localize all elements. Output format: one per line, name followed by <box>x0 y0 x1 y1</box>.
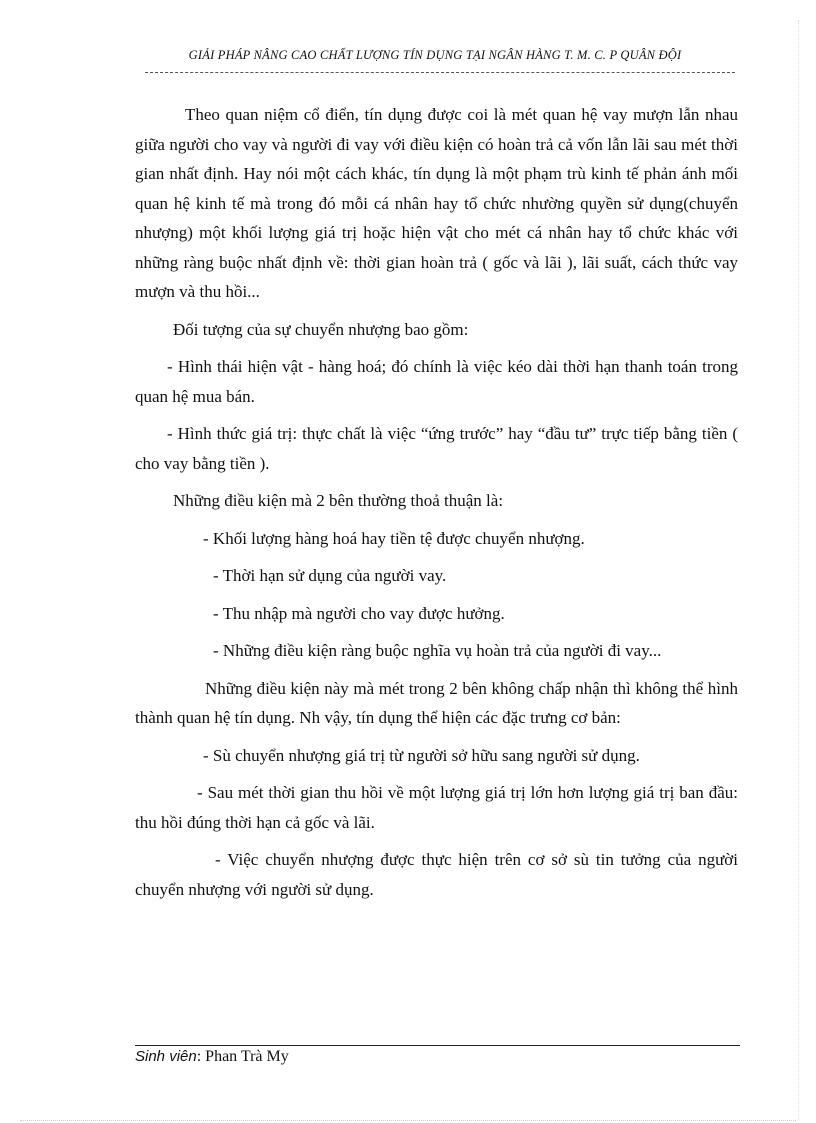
list-item-characteristic-trust: - Việc chuyển nhượng được thực hiện trên cơ sở sù tin tưởng của người chuyển nhượng với người sử dụng. <box>135 850 738 899</box>
list-item-material-form: - Hình thái hiện vật - hàng hoá; đó chính là việc kéo dài thời hạn thanh toán trong quan hệ mua bán. <box>135 357 738 406</box>
list-item-condition-obligation: - Những điều kiện ràng buộc nghĩa vụ hoàn trả của người đi vay... <box>213 641 662 660</box>
list-item-characteristic-transfer: - Sù chuyển nhượng giá trị từ người sở hữu sang người sử dụng. <box>203 745 640 765</box>
page-header-title: GIẢI PHÁP NÂNG CAO CHẤT LƯỢNG TÍN DỤNG TẠI NGÂN HÀNG T. M. C. P QUÂN ĐỘI <box>188 48 682 62</box>
page-bottom-edge <box>20 1120 796 1121</box>
paragraph-conditions-intro: Những điều kiện mà 2 bên thường thoả thuận là: <box>173 491 504 510</box>
footer-separator: : <box>196 1048 202 1065</box>
document-body <box>135 100 738 904</box>
footer-student-name: Phan Trà My <box>205 1048 289 1065</box>
paragraph-transfer-objects: Đối tượng của sự chuyển nhượng bao gồm: <box>173 319 469 339</box>
paragraph-credit-definition: Theo quan niệm cổ điển, tín dụng được coi là mét quan hệ vay mượn lẫn nhau giữa người cho vay và người đi vay với điều kiện có hoàn trả cả vốn lẫn lãi sau mét thời gian nhất định. Hay nói một cách khác, tín dụng là một phạm trù kinh tế phản ánh mối quan hệ kinh tế mà trong đó mỗi cá nhân hay tổ chức nhường quyền sử dụng(chuyển nhượng) một khối lượng giá trị hoặc hiện vật cho mét cá nhân hay tổ chức khác với những ràng buộc nhất định về: thời gian hoàn trả ( gốc và lãi ), lãi suất, cách thức vay mượn và thu hồi... <box>135 105 738 301</box>
footer-divider <box>135 1045 740 1046</box>
list-item-condition-income: - Thu nhập mà người cho vay được hưởng. <box>213 603 505 623</box>
list-item-condition-term: - Thời hạn sử dụng của người vay. <box>213 566 447 585</box>
page-right-edge <box>798 20 799 1120</box>
footer-student <box>135 1048 289 1066</box>
paragraph-credit-characteristics: Những điều kiện này mà mét trong 2 bên không chấp nhận thì không thể hình thành quan hệ tín dụng. Nh vậy, tín dụng thể hiện các đặc trưng cơ bản: <box>135 678 738 727</box>
list-item-value-form: - Hình thức giá trị: thực chất là việc “ứng trước” hay “đầu tư” trực tiếp bằng tiền ( cho vay bằng tiền ). <box>135 424 738 473</box>
footer-label: Sinh viên <box>135 1048 197 1065</box>
list-item-condition-volume: - Khối lượng hàng hoá hay tiền tệ được chuyển nhượng. <box>203 528 585 548</box>
header-divider <box>145 72 735 73</box>
list-item-characteristic-recovery: - Sau mét thời gian thu hồi về một lượng giá trị lớn hơn lượng giá trị ban đầu: thu hồi đúng thời hạn cả gốc và lãi. <box>135 783 738 832</box>
